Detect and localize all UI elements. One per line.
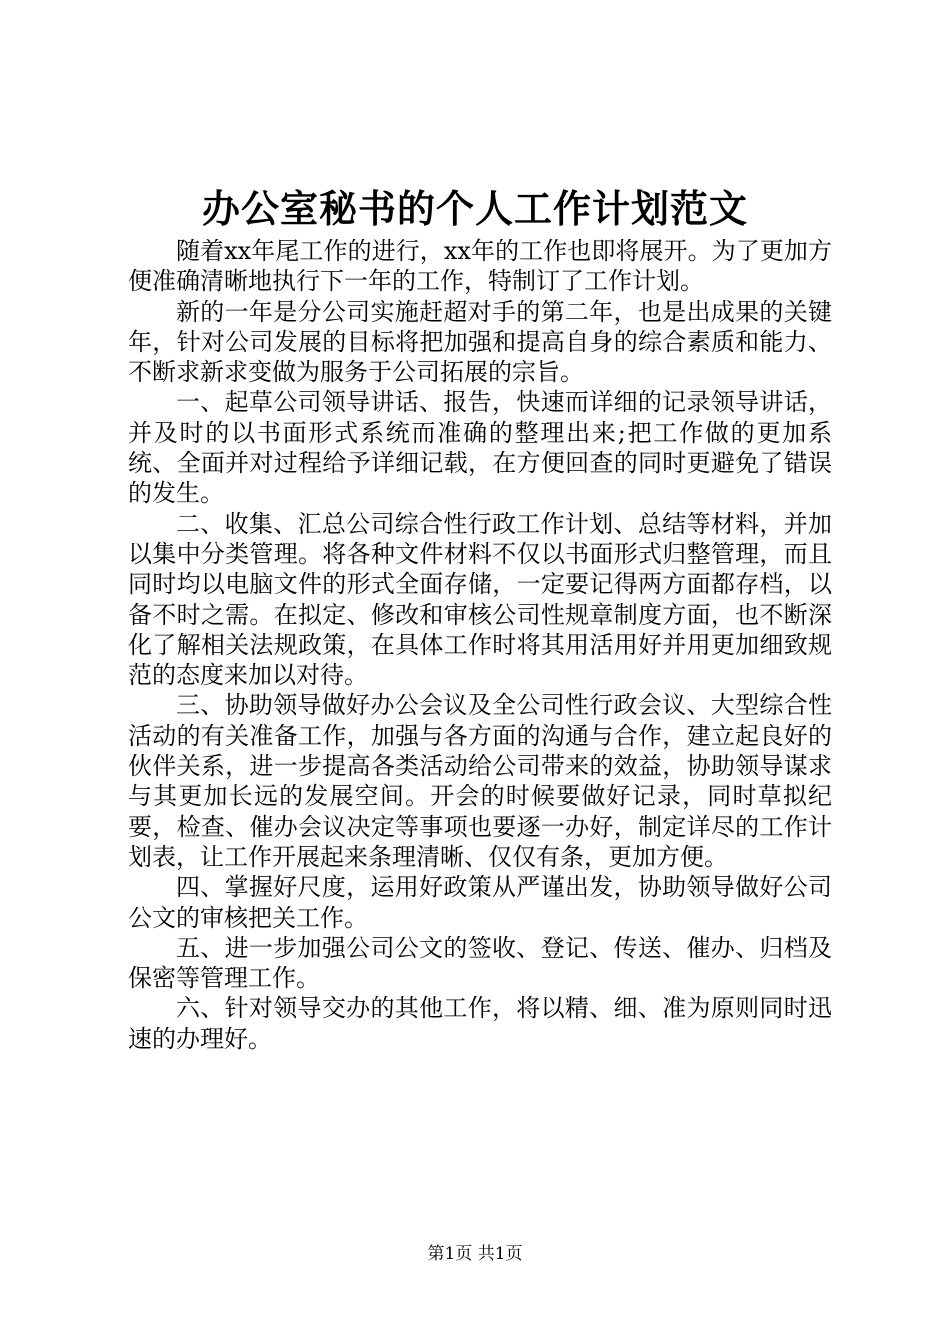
paragraph-item-1: 一、起草公司领导讲话、报告，快速而详细的记录领导讲话，并及时的以书面形式系统而准确的整理出来;把工作做的更加系统、全面并对过程给予详细记载，在方便回查的同时更避免了错误的发生。 [128,388,832,508]
paragraph-item-6: 六、针对领导交办的其他工作，将以精、细、准为原则同时迅速的办理好。 [128,994,832,1053]
paragraph-item-5: 五、进一步加强公司公文的签收、登记、传送、催办、归档及保密等管理工作。 [128,933,832,993]
page-footer: 第1页 共1页 [427,1244,523,1264]
paragraph-new-year: 新的一年是分公司实施赶超对手的第二年，也是出成果的关键年，针对公司发展的目标将把加强和提高自身的综合素质和能力、不断求新求变做为服务于公司拓展的宗旨。 [128,297,832,387]
document-body [128,236,832,1054]
document-title: 办公室秘书的个人工作计划范文 [201,187,748,231]
paragraph-item-3: 三、协助领导做好办公会议及全公司性行政会议、大型综合性活动的有关准备工作，加强与各方面的沟通与合作，建立起良好的伙伴关系，进一步提高各类活动给公司带来的效益，协助领导谋求与其更加长远的发展空间。开会的时候要做好记录，同时草拟纪要，检查、催办会议决定等事项也要逐一办好，制定详尽的工作计划表，让工作开展起来条理清晰、仅仅有条，更加方便。 [128,691,832,871]
paragraph-item-4: 四、掌握好尺度，运用好政策从严谨出发，协助领导做好公司公文的审核把关工作。 [128,873,832,932]
paragraph-intro: 随着xx年尾工作的进行，xx年的工作也即将展开。为了更加方便准确清晰地执行下一年的工作，特制订了工作计划。 [128,237,832,296]
paragraph-item-2: 二、收集、汇总公司综合性行政工作计划、总结等材料，并加以集中分类管理。将各种文件材料不仅以书面形式归整管理，而且同时均以电脑文件的形式全面存储，一定要记得两方面都存档，以备不时之需。在拟定、修改和审核公司性规章制度方面，也不断深化了解相关法规政策，在具体工作时将其用活用好并用更加细致规范的态度来加以对待。 [128,509,832,690]
